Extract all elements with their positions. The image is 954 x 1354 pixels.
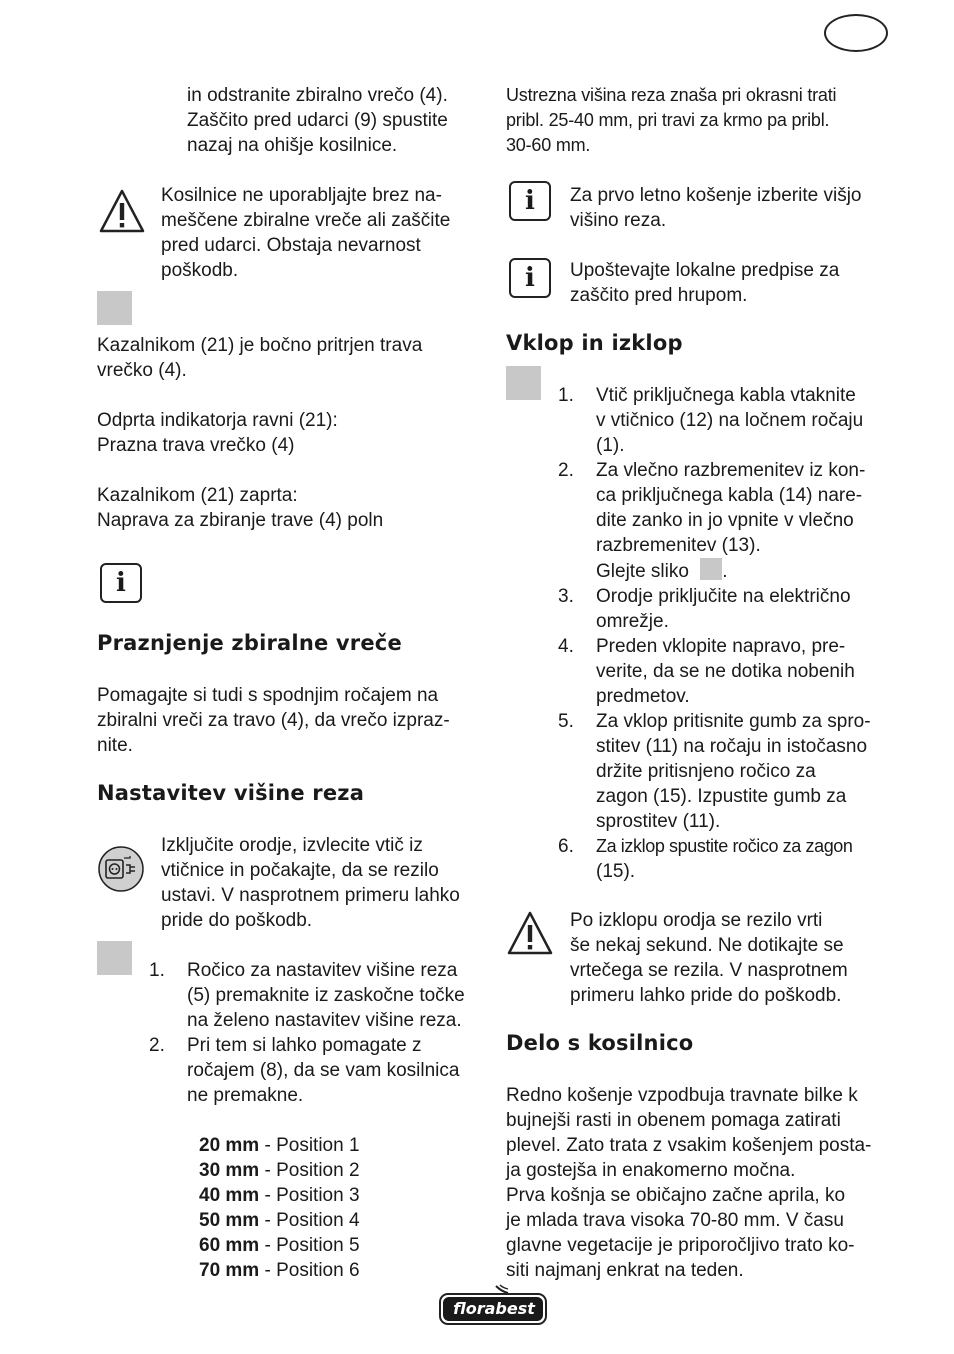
- working-text: [506, 1083, 871, 1283]
- text-line: (1).: [596, 435, 625, 456]
- text-line: omrežje.: [596, 611, 669, 632]
- text-line: siti najmanj enkrat na teden.: [506, 1260, 744, 1281]
- position-label: - Position 2: [259, 1160, 360, 1181]
- indicator-paragraph-1: [97, 333, 422, 383]
- list-item: [199, 1258, 360, 1283]
- text-line: ustavi. V nasprotnem primeru lahko: [161, 885, 460, 906]
- text-line: Preden vklopite napravo, pre-: [596, 636, 846, 657]
- figure-reference-box: [700, 558, 722, 580]
- text-line: Za izklop spustite ročico za zagon: [596, 836, 853, 856]
- text-line: Zaščito pred udarci (9) spustite: [187, 110, 448, 131]
- figure-reference-box: [97, 941, 132, 975]
- list-item: [558, 458, 896, 558]
- see-figure-text: Glejte sliko: [596, 561, 689, 582]
- unplug-icon: [97, 845, 145, 893]
- text-line: Redno košenje vzpodbuja travnate bilke k: [506, 1085, 858, 1106]
- text-line: vtičnice in počakajte, da se rezilo: [161, 860, 439, 881]
- list-item: [596, 558, 896, 584]
- list-item: [558, 584, 896, 634]
- step-number: 2.: [558, 460, 574, 481]
- text-line: na želeno nastavitev višine reza.: [187, 1010, 462, 1031]
- heading-cut-height: Nastavitev višine reza: [97, 781, 365, 805]
- height-value: 40 mm: [199, 1185, 260, 1206]
- info-icon: i: [509, 181, 551, 221]
- height-value: 70 mm: [199, 1260, 260, 1281]
- text-line: Odprta indikatorja ravni (21):: [97, 410, 338, 431]
- language-badge: [824, 14, 888, 52]
- text-line: meščene zbiralne vreče ali zaščite: [161, 210, 451, 231]
- text-line: dite zanko in jo vpnite v vlečno: [596, 510, 854, 531]
- emptying-text: [97, 683, 450, 758]
- info-text-noise: [570, 258, 839, 308]
- text-line: Orodje priključite na električno: [596, 586, 851, 607]
- figure-reference-box: [506, 366, 541, 400]
- heading-emptying: Praznjenje zbiralne vreče: [97, 631, 402, 655]
- position-label: - Position 4: [259, 1210, 360, 1231]
- step-number: 1.: [558, 385, 574, 406]
- position-label: - Position 3: [259, 1185, 360, 1206]
- text-line: Za vlečno razbremenitev iz kon-: [596, 460, 866, 481]
- cut-height-steps: [149, 958, 487, 1108]
- text-line: (5) premaknite iz zaskočne točke: [187, 985, 465, 1006]
- text-line: pride do poškodb.: [161, 910, 313, 931]
- text-line: bujnejši rasti in obenem pomaga zatirati: [506, 1110, 841, 1131]
- text-line: Prazna trava vrečko (4): [97, 435, 295, 456]
- text-line: Kazalnikom (21) zaprta:: [97, 485, 298, 506]
- text-line: zaščito pred hrupom.: [570, 285, 748, 306]
- text-line: Ustrezna višina reza znaša pri okrasni trati: [506, 85, 837, 105]
- text-line: razbremenitev (13).: [596, 535, 761, 556]
- info-icon: i: [509, 258, 551, 298]
- text-line: Ročico za nastavitev višine reza: [187, 960, 458, 981]
- step-number: 5.: [558, 711, 574, 732]
- text-line: nazaj na ohišje kosilnice.: [187, 135, 398, 156]
- text-line: in odstranite zbiralno vrečo (4).: [187, 85, 448, 106]
- position-label: - Position 6: [259, 1260, 360, 1281]
- text-line: Po izklopu orodja se rezilo vrti: [570, 910, 823, 931]
- text-line: ca priključnega kabla (14) nare-: [596, 485, 863, 506]
- text-line: 30-60 mm.: [506, 135, 591, 155]
- text-line: višino reza.: [570, 210, 667, 231]
- height-positions-list: [199, 1133, 360, 1283]
- text-line: vrtečega se rezila. V nasprotnem: [570, 960, 848, 981]
- cut-height-text: [506, 83, 836, 158]
- text-line: primeru lahko pride do poškodb.: [570, 985, 842, 1006]
- warning-icon: [98, 188, 146, 234]
- see-figure-suffix: .: [722, 561, 728, 582]
- indicator-paragraph-2: [97, 408, 338, 458]
- list-item: [199, 1208, 360, 1233]
- list-item: [199, 1233, 360, 1258]
- text-line: Izključite orodje, izvlecite vtič iz: [161, 835, 423, 856]
- text-line: v vtičnico (12) na ločnem ročaju: [596, 410, 864, 431]
- warning-text: [570, 908, 848, 1008]
- text-line: Pomagajte si tudi s spodnjim ročajem na: [97, 685, 439, 706]
- height-value: 20 mm: [199, 1135, 260, 1156]
- step-number: 6.: [558, 836, 574, 857]
- height-value: 50 mm: [199, 1210, 260, 1231]
- position-label: - Position 5: [259, 1235, 360, 1256]
- list-item: [149, 1033, 487, 1108]
- text-line: ročajem (8), da se vam kosilnica: [187, 1060, 460, 1081]
- figure-reference-box: [97, 291, 132, 325]
- text-line: Kazalnikom (21) je bočno pritrjen trava: [97, 335, 423, 356]
- text-line: Pri tem si lahko pomagate z: [187, 1035, 422, 1056]
- list-item: [558, 634, 896, 709]
- text-line: nite.: [97, 735, 133, 756]
- text-line: je mlada trava visoka 70-80 mm. V času: [506, 1210, 844, 1231]
- text-line: zbiralni vreči za travo (4), da vrečo izpraz-: [97, 710, 450, 731]
- step-number: 2.: [149, 1035, 165, 1056]
- text-line: vrečko (4).: [97, 360, 187, 381]
- text-line: Kosilnice ne uporabljajte brez na-: [161, 185, 442, 206]
- list-item: [558, 383, 896, 458]
- info-icon: i: [100, 563, 142, 603]
- heading-switch-on-off: Vklop in izklop: [506, 331, 683, 355]
- text-line: zagon (15). Izpustite gumb za: [596, 786, 847, 807]
- height-value: 30 mm: [199, 1160, 260, 1181]
- position-label: - Position 1: [259, 1135, 360, 1156]
- info-text-first-mow: [570, 183, 861, 233]
- text-line: verite, da se ne dotika nobenih: [596, 661, 855, 682]
- text-line: ja gostejša in enakomerno močna.: [506, 1160, 796, 1181]
- text-line: Prva košnja se običajno začne aprila, ko: [506, 1185, 846, 1206]
- text-line: držite pritisnjeno ročico za: [596, 761, 816, 782]
- list-item: [199, 1183, 360, 1208]
- text-line: Za prvo letno košenje izberite višjo: [570, 185, 862, 206]
- text-line: (15).: [596, 861, 636, 882]
- text-line: predmetov.: [596, 686, 690, 707]
- florabest-logo: [438, 1284, 548, 1326]
- switch-steps: [558, 383, 896, 884]
- step-number: 1.: [149, 960, 165, 981]
- text-line: Upoštevajte lokalne predpise za: [570, 260, 840, 281]
- indicator-paragraph-3: [97, 483, 383, 533]
- text-line: plevel. Zato trata z vsakim košenjem posta-: [506, 1135, 872, 1156]
- list-item: [558, 834, 896, 884]
- text-line: Za vklop pritisnite gumb za spro-: [596, 711, 871, 732]
- text-line: Vtič priključnega kabla vtaknite: [596, 385, 856, 406]
- text-line: pribl. 25-40 mm, pri travi za krmo pa pribl.: [506, 110, 830, 130]
- text-line: pred udarci. Obstaja nevarnost: [161, 235, 421, 256]
- text-line: še nekaj sekund. Ne dotikajte se: [570, 935, 844, 956]
- height-value: 60 mm: [199, 1235, 260, 1256]
- intro-text: [187, 83, 448, 158]
- list-item: [199, 1158, 360, 1183]
- heading-working-with-mower: Delo s kosilnico: [506, 1031, 694, 1055]
- list-item: [149, 958, 487, 1033]
- list-item: [558, 709, 896, 834]
- text-line: sprostitev (11).: [596, 811, 721, 832]
- text-line: stitev (11) na ročaju in istočasno: [596, 736, 868, 757]
- list-item: [199, 1133, 360, 1158]
- logo-text: florabest: [453, 1299, 535, 1318]
- unplug-text: [161, 833, 460, 933]
- warning-text: [161, 183, 450, 283]
- text-line: Naprava za zbiranje trave (4) poln: [97, 510, 384, 531]
- text-line: poškodb.: [161, 260, 239, 281]
- text-line: glavne vegetacije je priporočljivo trato ko-: [506, 1235, 855, 1256]
- warning-icon: [506, 910, 554, 956]
- text-line: ne premakne.: [187, 1085, 304, 1106]
- step-number: 4.: [558, 636, 574, 657]
- step-number: 3.: [558, 586, 574, 607]
